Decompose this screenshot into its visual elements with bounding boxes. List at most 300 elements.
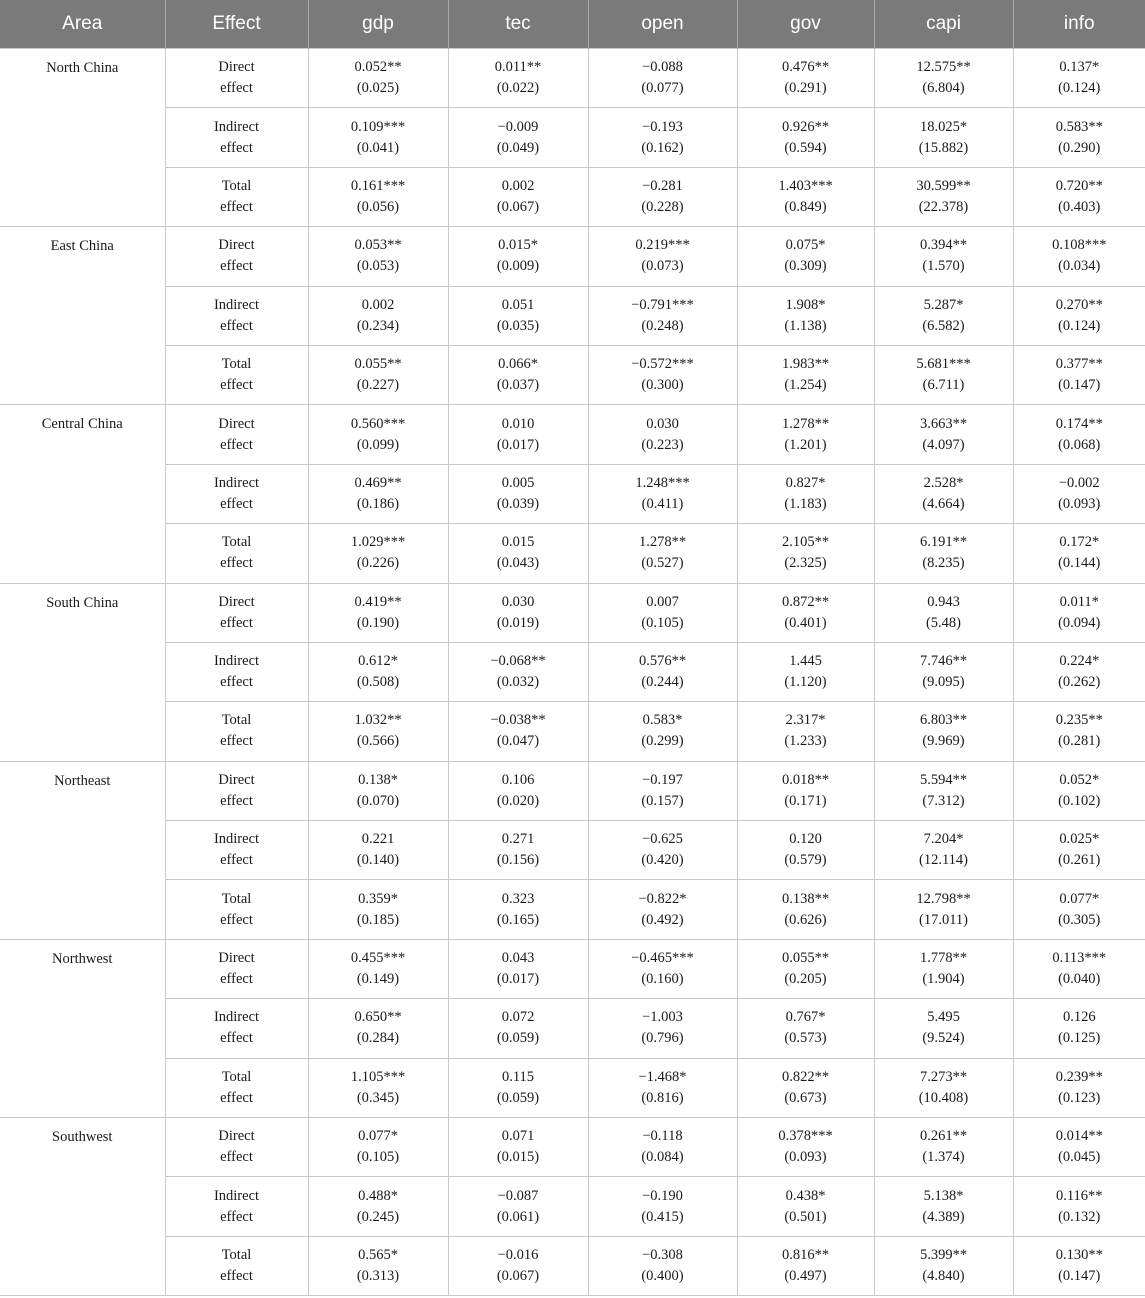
gdp-cell [308, 1058, 448, 1117]
info-cell [1013, 227, 1145, 286]
open-coef-secondary: (0.420) [641, 852, 684, 869]
table-row [0, 642, 1145, 701]
open-cell [588, 821, 737, 880]
gov-cell [737, 108, 874, 167]
info-coef-value: 0.014** [1055, 1128, 1103, 1145]
header-effect: Effect [165, 0, 308, 49]
table-row [0, 821, 1145, 880]
open-cell [588, 227, 737, 286]
tec-coef-secondary: (0.009) [496, 258, 540, 275]
area-name-cell: Northeast [0, 761, 165, 939]
tec-coef-secondary: (0.049) [496, 139, 540, 156]
info-coef-value: 0.126 [1062, 1009, 1096, 1026]
gdp-coef-secondary: (0.149) [356, 971, 400, 988]
tec-coef-value: 0.323 [501, 890, 535, 907]
tec-cell [448, 821, 588, 880]
gov-coef-value: 0.476** [781, 59, 830, 76]
capi-coef-secondary: (1.374) [922, 1149, 965, 1166]
capi-coef-value: 30.599** [916, 177, 971, 194]
open-coef-secondary: (0.223) [641, 436, 684, 453]
gov-coef-secondary: (1.233) [784, 733, 827, 750]
open-coef-value: −0.465*** [631, 950, 694, 967]
gov-cell [737, 345, 874, 404]
table-row [0, 761, 1145, 820]
capi-cell [874, 524, 1013, 583]
open-cell [588, 880, 737, 939]
table-header [0, 0, 1145, 49]
open-cell [588, 583, 737, 642]
tec-cell [448, 583, 588, 642]
gov-coef-value: 0.926** [781, 118, 830, 135]
tec-coef-secondary: (0.061) [496, 1208, 540, 1225]
gdp-cell [308, 761, 448, 820]
area-name-cell: South China [0, 583, 165, 761]
effect-label-secondary: effect [220, 911, 253, 928]
capi-cell [874, 761, 1013, 820]
gov-cell [737, 227, 874, 286]
effect-label-secondary: effect [220, 1030, 253, 1047]
open-coef-secondary: (0.084) [641, 1149, 684, 1166]
gov-coef-value: 0.767* [785, 1009, 826, 1026]
info-cell [1013, 702, 1145, 761]
info-coef-secondary: (0.147) [1058, 1268, 1101, 1284]
gdp-cell [308, 345, 448, 404]
effect-label-secondary: effect [220, 80, 253, 97]
capi-coef-value: 6.191** [919, 534, 968, 551]
info-cell [1013, 642, 1145, 701]
effect-cell [165, 345, 308, 404]
effect-cell [165, 286, 308, 345]
capi-coef-value: 0.261** [919, 1128, 968, 1145]
open-cell [588, 286, 737, 345]
gov-coef-secondary: (0.497) [784, 1268, 827, 1284]
gdp-cell [308, 1236, 448, 1295]
tec-coef-secondary: (0.043) [496, 555, 540, 572]
open-coef-secondary: (0.244) [641, 674, 684, 691]
info-coef-secondary: (0.261) [1058, 852, 1101, 869]
effect-label-secondary: effect [220, 495, 253, 512]
tec-coef-value: 0.115 [501, 1068, 535, 1085]
gdp-coef-secondary: (0.185) [356, 911, 400, 928]
header-row [0, 0, 1145, 49]
table-body [0, 49, 1145, 1296]
table-row [0, 49, 1145, 108]
open-cell [588, 49, 737, 108]
info-coef-secondary: (0.144) [1058, 555, 1101, 572]
gdp-cell [308, 49, 448, 108]
effect-cell [165, 1177, 308, 1236]
gdp-coef-secondary: (0.140) [356, 852, 400, 869]
effect-label-secondary: effect [220, 733, 253, 750]
gdp-coef-value: 0.053** [354, 237, 402, 254]
open-coef-secondary: (0.157) [641, 792, 684, 809]
info-coef-secondary: (0.290) [1058, 139, 1101, 156]
tec-cell [448, 939, 588, 998]
tec-coef-value: 0.043 [501, 950, 535, 967]
tec-coef-value: −0.016 [497, 1247, 539, 1263]
effect-label-value: Total [221, 356, 252, 373]
gdp-coef-value: 0.419** [354, 593, 402, 610]
tec-cell [448, 405, 588, 464]
gov-coef-value: 0.018** [781, 771, 830, 788]
gov-coef-secondary: (0.673) [784, 1089, 827, 1106]
effect-label-secondary: effect [220, 436, 253, 453]
open-cell [588, 464, 737, 523]
effect-cell [165, 49, 308, 108]
capi-coef-secondary: (6.804) [922, 80, 965, 97]
gov-coef-secondary: (1.138) [784, 317, 827, 334]
open-coef-value: −0.118 [642, 1128, 683, 1145]
gdp-coef-value: 0.138* [358, 771, 398, 788]
table-row [0, 702, 1145, 761]
effect-label-value: Total [221, 890, 252, 907]
tec-coef-value: 0.072 [501, 1009, 535, 1026]
gdp-coef-secondary: (0.227) [356, 377, 400, 394]
open-coef-secondary: (0.300) [641, 377, 684, 394]
capi-cell [874, 1058, 1013, 1117]
gdp-cell [308, 227, 448, 286]
tec-coef-secondary: (0.015) [496, 1149, 540, 1166]
info-coef-value: 0.025* [1059, 831, 1100, 848]
table-row [0, 227, 1145, 286]
info-cell [1013, 1058, 1145, 1117]
info-coef-value: 0.377** [1055, 356, 1103, 373]
tec-cell [448, 345, 588, 404]
capi-coef-value: 18.025* [919, 118, 968, 135]
gov-coef-value: 0.816** [781, 1247, 830, 1263]
effect-cell [165, 999, 308, 1058]
open-coef-value: −0.822* [638, 890, 687, 907]
effect-label-secondary: effect [220, 792, 253, 809]
info-cell [1013, 821, 1145, 880]
gdp-cell [308, 286, 448, 345]
open-cell [588, 999, 737, 1058]
table-row [0, 880, 1145, 939]
effect-label-secondary: effect [220, 198, 253, 215]
info-coef-secondary: (0.305) [1058, 911, 1101, 928]
tec-cell [448, 286, 588, 345]
gov-coef-value: 1.445 [789, 653, 822, 670]
capi-cell [874, 880, 1013, 939]
info-coef-secondary: (0.124) [1058, 80, 1101, 97]
gdp-cell [308, 583, 448, 642]
gdp-cell [308, 642, 448, 701]
gdp-cell [308, 939, 448, 998]
gov-coef-value: 0.827* [785, 474, 826, 491]
gov-coef-value: 0.378*** [778, 1128, 833, 1145]
open-coef-secondary: (0.160) [641, 971, 684, 988]
open-coef-secondary: (0.400) [641, 1268, 684, 1284]
gdp-cell [308, 464, 448, 523]
tec-cell [448, 999, 588, 1058]
effect-label-secondary: effect [220, 1268, 253, 1284]
capi-coef-value: 5.138* [923, 1187, 964, 1204]
table-row [0, 405, 1145, 464]
table-row [0, 939, 1145, 998]
gov-coef-value: 1.983** [781, 356, 830, 373]
capi-coef-secondary: (4.389) [922, 1208, 965, 1225]
info-coef-secondary: (0.132) [1058, 1208, 1101, 1225]
table-row [0, 167, 1145, 226]
open-coef-value: 0.583* [642, 712, 683, 729]
gov-coef-secondary: (0.171) [784, 792, 827, 809]
open-coef-value: 0.576** [638, 653, 687, 670]
effect-cell [165, 524, 308, 583]
effect-cell [165, 642, 308, 701]
gdp-coef-value: 0.055** [354, 356, 402, 373]
tec-coef-secondary: (0.017) [496, 436, 540, 453]
gov-coef-value: 0.120 [789, 831, 822, 848]
gdp-coef-secondary: (0.041) [356, 139, 400, 156]
open-coef-value: −1.468* [638, 1068, 687, 1085]
capi-cell [874, 642, 1013, 701]
gdp-coef-value: 0.077* [358, 1128, 398, 1145]
tec-cell [448, 49, 588, 108]
tec-cell [448, 1058, 588, 1117]
tec-cell [448, 702, 588, 761]
gdp-coef-value: 1.032** [354, 712, 402, 729]
info-cell [1013, 167, 1145, 226]
info-cell [1013, 1236, 1145, 1295]
header-area: Area [0, 0, 165, 49]
capi-coef-secondary: (8.235) [922, 555, 965, 572]
tec-cell [448, 642, 588, 701]
effect-cell [165, 880, 308, 939]
gdp-cell [308, 702, 448, 761]
effect-label-secondary: effect [220, 377, 253, 394]
effect-label-value: Indirect [213, 653, 260, 670]
open-cell [588, 108, 737, 167]
gdp-coef-value: 0.052** [354, 59, 402, 76]
capi-coef-secondary: (7.312) [922, 792, 965, 809]
gdp-coef-value: 0.488* [358, 1187, 398, 1204]
open-coef-value: 1.248*** [635, 474, 690, 491]
tec-coef-secondary: (0.032) [496, 674, 540, 691]
capi-cell [874, 999, 1013, 1058]
tec-coef-value: 0.106 [501, 771, 535, 788]
tec-cell [448, 761, 588, 820]
effect-cell [165, 1236, 308, 1295]
open-cell [588, 405, 737, 464]
open-cell [588, 1058, 737, 1117]
tec-coef-value: 0.051 [501, 296, 535, 313]
capi-coef-value: 5.681*** [916, 356, 971, 373]
table-row [0, 345, 1145, 404]
capi-cell [874, 821, 1013, 880]
tec-coef-secondary: (0.020) [496, 792, 540, 809]
gdp-coef-value: 0.565* [358, 1247, 398, 1263]
gdp-cell [308, 405, 448, 464]
info-coef-secondary: (0.102) [1058, 792, 1101, 809]
gov-coef-secondary: (0.849) [784, 198, 827, 215]
gdp-coef-secondary: (0.190) [356, 614, 400, 631]
info-cell [1013, 524, 1145, 583]
info-coef-value: −0.002 [1058, 474, 1100, 491]
info-coef-value: 0.235** [1055, 712, 1103, 729]
capi-coef-secondary: (1.904) [922, 971, 965, 988]
info-cell [1013, 939, 1145, 998]
gov-cell [737, 1118, 874, 1177]
capi-coef-secondary: (9.969) [922, 733, 965, 750]
effect-cell [165, 821, 308, 880]
open-coef-secondary: (0.105) [641, 614, 684, 631]
tec-coef-value: −0.087 [497, 1187, 539, 1204]
capi-coef-secondary: (1.570) [922, 258, 965, 275]
tec-coef-value: −0.009 [497, 118, 539, 135]
capi-cell [874, 405, 1013, 464]
tec-cell [448, 108, 588, 167]
capi-coef-value: 5.594** [919, 771, 968, 788]
info-coef-secondary: (0.125) [1058, 1030, 1101, 1047]
effect-label-value: Total [221, 712, 252, 729]
effect-label-value: Direct [218, 593, 255, 610]
capi-coef-secondary: (9.095) [922, 674, 965, 691]
tec-coef-value: −0.038** [490, 712, 546, 729]
open-coef-value: −0.572*** [631, 356, 694, 373]
gdp-coef-value: 0.221 [361, 831, 395, 848]
capi-coef-secondary: (4.664) [922, 495, 965, 512]
gdp-coef-value: 0.002 [361, 296, 395, 313]
gdp-coef-secondary: (0.245) [356, 1208, 400, 1225]
open-cell [588, 939, 737, 998]
gov-coef-secondary: (0.205) [784, 971, 827, 988]
info-coef-value: 0.108*** [1052, 237, 1107, 254]
gov-coef-secondary: (0.579) [784, 852, 827, 869]
open-coef-value: 1.278** [638, 534, 687, 551]
effect-label-value: Indirect [213, 296, 260, 313]
capi-cell [874, 286, 1013, 345]
tec-coef-secondary: (0.019) [496, 614, 540, 631]
info-cell [1013, 286, 1145, 345]
capi-coef-secondary: (9.524) [922, 1030, 965, 1047]
open-cell [588, 345, 737, 404]
gdp-coef-value: 0.161*** [350, 177, 406, 194]
effect-label-value: Indirect [213, 118, 260, 135]
gdp-cell [308, 999, 448, 1058]
effect-label-secondary: effect [220, 852, 253, 869]
gdp-cell [308, 880, 448, 939]
gov-coef-secondary: (1.183) [784, 495, 827, 512]
info-coef-secondary: (0.034) [1058, 258, 1101, 275]
capi-coef-value: 0.394** [919, 237, 968, 254]
effect-cell [165, 405, 308, 464]
gov-cell [737, 464, 874, 523]
open-coef-value: −0.088 [642, 59, 683, 76]
gov-coef-secondary: (0.401) [784, 614, 827, 631]
gov-cell [737, 583, 874, 642]
info-cell [1013, 464, 1145, 523]
gov-coef-secondary: (0.093) [784, 1149, 827, 1166]
effect-label-value: Direct [218, 237, 255, 254]
open-coef-secondary: (0.527) [641, 555, 684, 572]
tec-cell [448, 167, 588, 226]
info-coef-secondary: (0.045) [1058, 1149, 1101, 1166]
tec-cell [448, 227, 588, 286]
gov-coef-value: 0.822** [781, 1068, 830, 1085]
capi-coef-value: 7.746** [919, 653, 968, 670]
gov-coef-value: 2.317* [785, 712, 826, 729]
capi-coef-secondary: (4.840) [922, 1268, 965, 1284]
gov-coef-value: 0.075* [785, 237, 826, 254]
capi-cell [874, 1236, 1013, 1295]
capi-coef-secondary: (6.582) [922, 317, 965, 334]
gov-cell [737, 524, 874, 583]
tec-coef-secondary: (0.039) [496, 495, 540, 512]
effect-label-value: Direct [218, 950, 255, 967]
info-cell [1013, 583, 1145, 642]
gdp-coef-secondary: (0.566) [356, 733, 400, 750]
gov-coef-secondary: (1.120) [784, 674, 827, 691]
open-coef-value: −0.281 [642, 177, 683, 194]
gdp-coef-secondary: (0.070) [356, 792, 400, 809]
effect-label-value: Total [221, 177, 252, 194]
effect-label-secondary: effect [220, 1149, 253, 1166]
gov-coef-secondary: (0.309) [784, 258, 827, 275]
header-gdp: gdp [308, 0, 448, 49]
tec-coef-secondary: (0.067) [496, 1268, 540, 1284]
open-coef-secondary: (0.077) [641, 80, 684, 97]
info-coef-secondary: (0.147) [1058, 377, 1101, 394]
capi-cell [874, 1177, 1013, 1236]
info-coef-value: 0.224* [1059, 653, 1100, 670]
capi-coef-secondary: (17.011) [919, 911, 968, 928]
capi-cell [874, 939, 1013, 998]
capi-cell [874, 227, 1013, 286]
gdp-coef-value: 0.560*** [350, 415, 406, 432]
table-row [0, 524, 1145, 583]
capi-coef-value: 6.803** [919, 712, 968, 729]
info-coef-value: 0.172* [1059, 534, 1100, 551]
effect-cell [165, 1118, 308, 1177]
gdp-coef-secondary: (0.508) [356, 674, 400, 691]
gov-cell [737, 405, 874, 464]
open-coef-value: −1.003 [642, 1009, 683, 1026]
tec-coef-value: 0.271 [501, 831, 535, 848]
tec-coef-secondary: (0.067) [496, 198, 540, 215]
capi-coef-secondary: (5.48) [925, 614, 962, 631]
tec-coef-secondary: (0.037) [496, 377, 540, 394]
gdp-coef-secondary: (0.345) [356, 1089, 400, 1106]
gdp-cell [308, 167, 448, 226]
effect-label-secondary: effect [220, 1208, 253, 1225]
tec-coef-secondary: (0.165) [496, 911, 540, 928]
open-coef-value: −0.625 [642, 831, 683, 848]
capi-coef-value: 1.778** [919, 950, 968, 967]
info-coef-secondary: (0.093) [1058, 495, 1101, 512]
table-row [0, 1118, 1145, 1177]
info-cell [1013, 1118, 1145, 1177]
capi-coef-secondary: (10.408) [918, 1089, 969, 1106]
gov-cell [737, 286, 874, 345]
capi-coef-value: 5.287* [923, 296, 964, 313]
effect-label-value: Direct [218, 415, 255, 432]
effect-label-secondary: effect [220, 555, 253, 572]
tec-coef-secondary: (0.035) [496, 317, 540, 334]
tec-coef-value: 0.066* [498, 356, 538, 373]
info-coef-secondary: (0.094) [1058, 614, 1101, 631]
capi-cell [874, 49, 1013, 108]
gdp-coef-secondary: (0.234) [356, 317, 400, 334]
info-coef-value: 0.077* [1059, 890, 1100, 907]
open-cell [588, 642, 737, 701]
tec-coef-secondary: (0.047) [496, 733, 540, 750]
effect-cell [165, 761, 308, 820]
table-row [0, 108, 1145, 167]
effect-label-value: Total [221, 1247, 252, 1263]
area-name-cell: East China [0, 227, 165, 405]
gov-cell [737, 821, 874, 880]
gov-coef-secondary: (0.573) [784, 1030, 827, 1047]
